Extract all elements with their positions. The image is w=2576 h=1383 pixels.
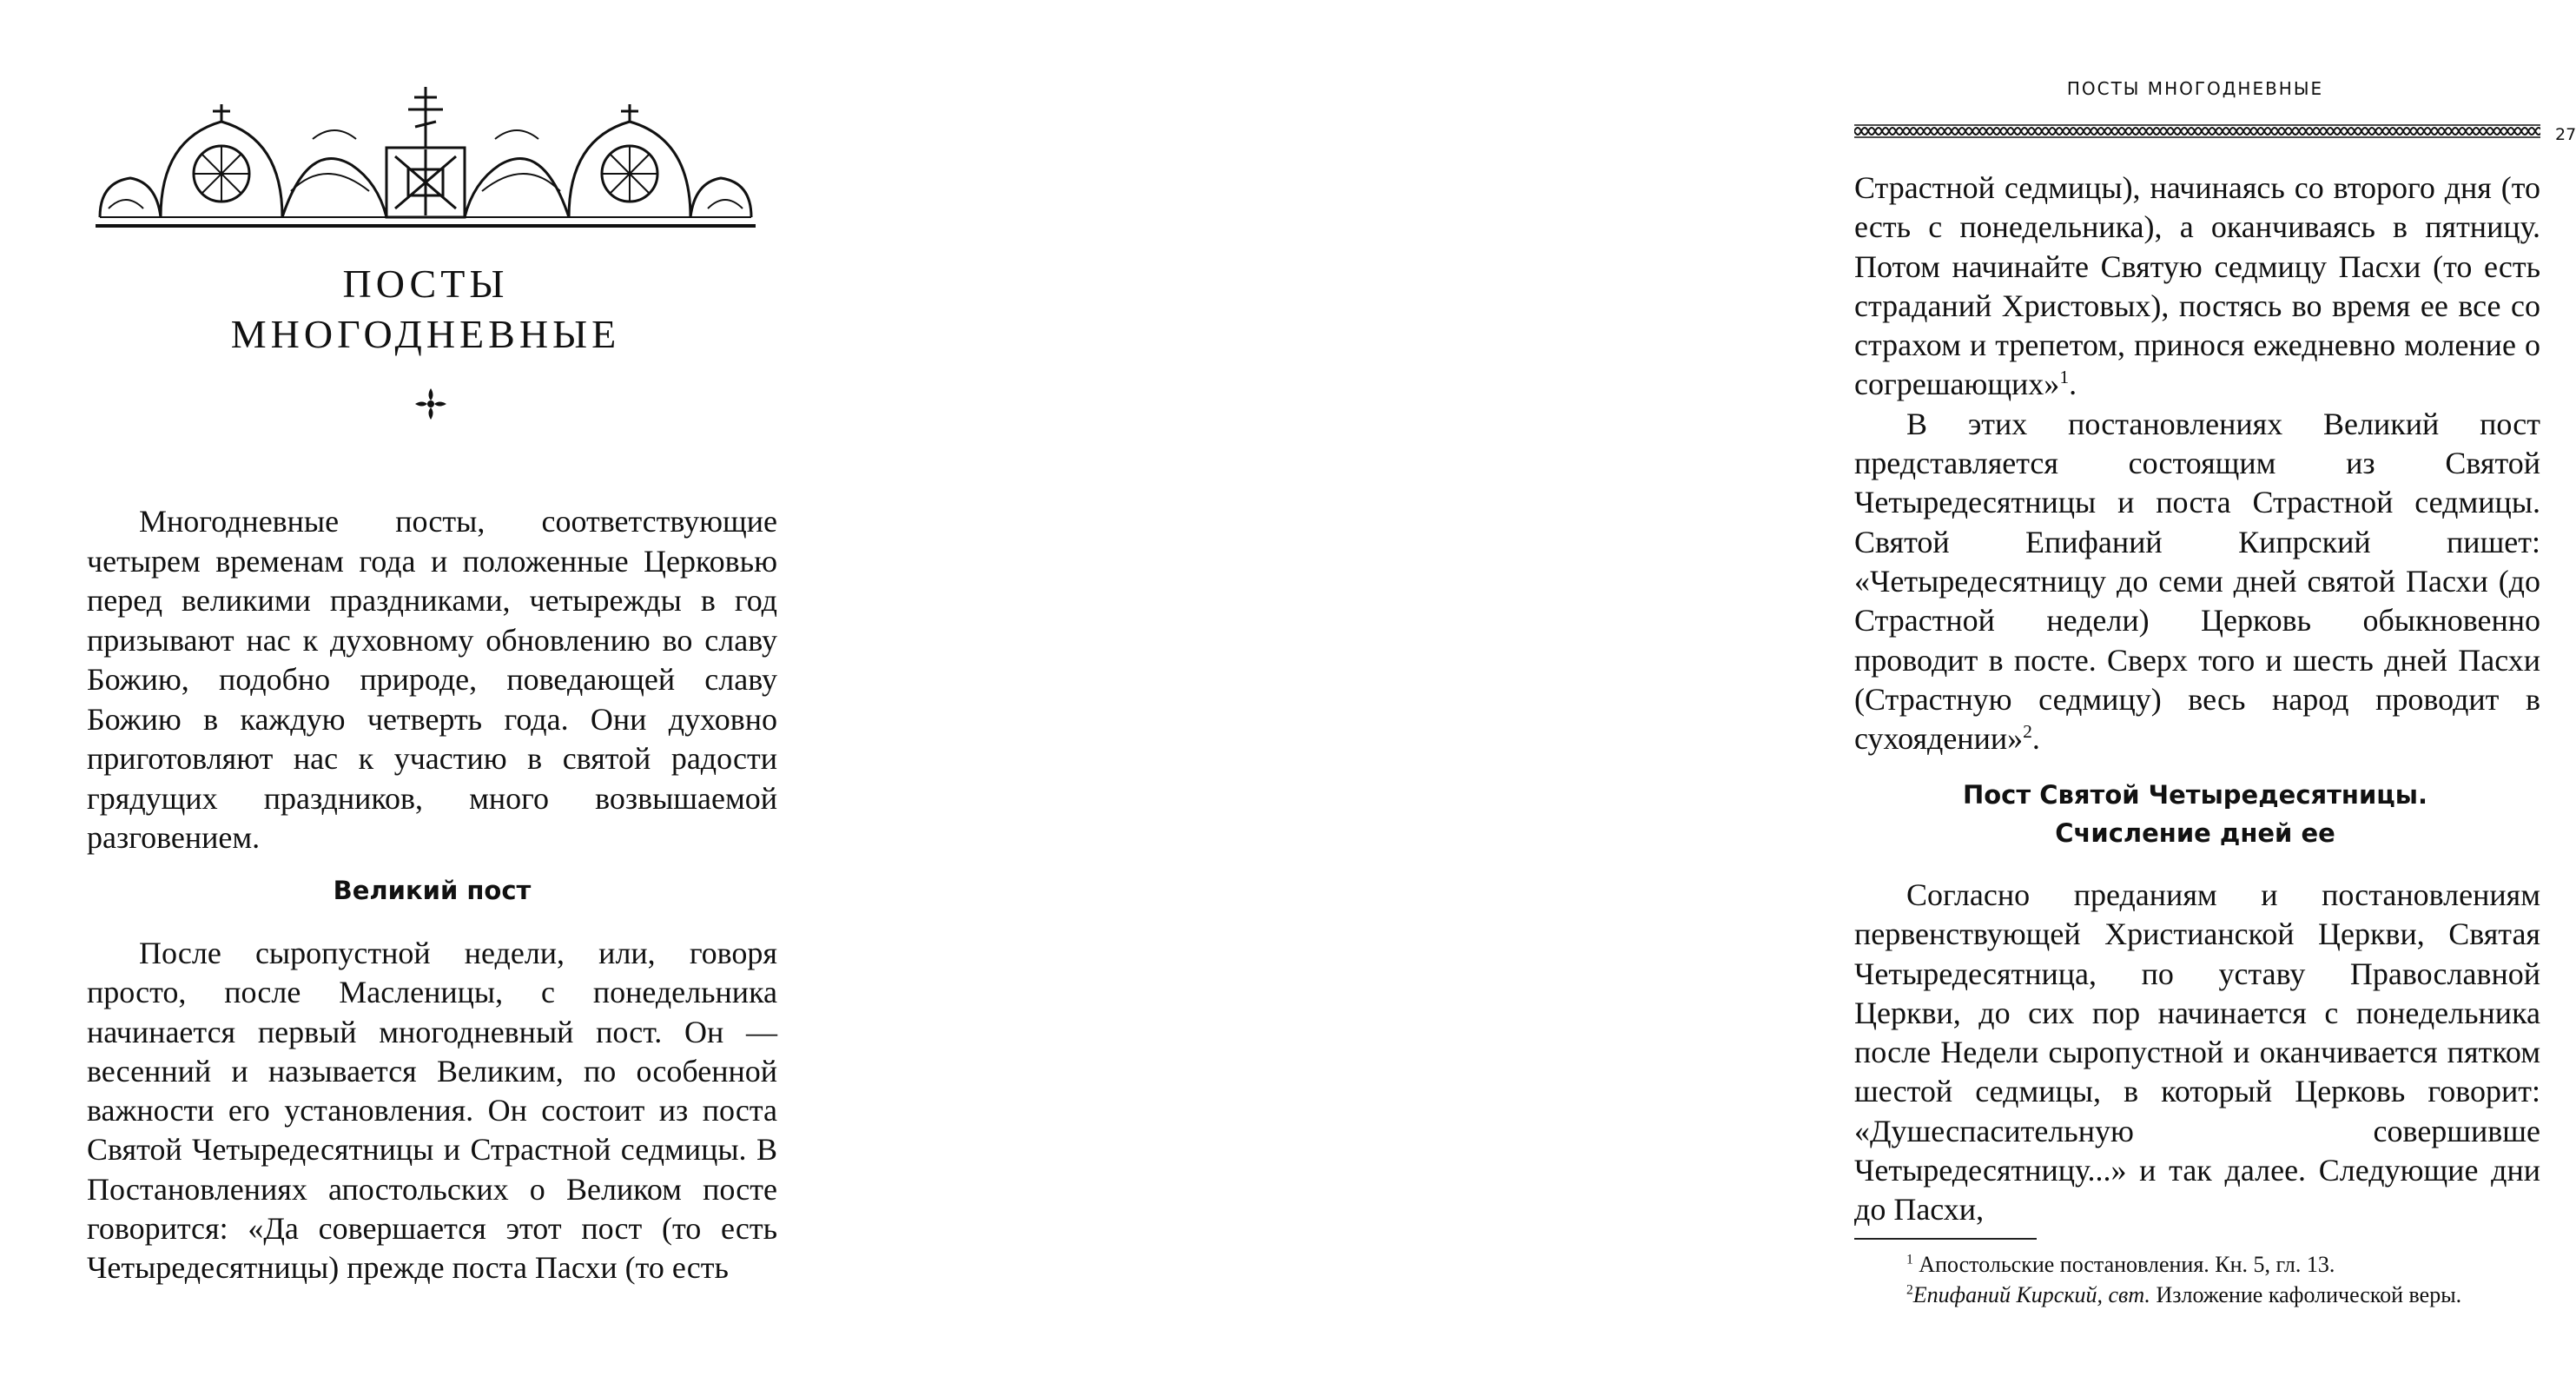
footnotes bbox=[1854, 1249, 2540, 1310]
forty-days-paragraph: Согласно преданиям и постановлениям первенствующей Христианской Церкви, Святая Четыредесятница, по уставу Православной Церкви, до сих пор начинается с понедельника после Недели сыропустной и оканчивается пятком шестой седмицы, в который Церковь говорит: «Душеспасительную совершивше Четыредесятницу...» и так далее. Следующие дни до Пасхи, bbox=[1854, 877, 2540, 1227]
paragraph-2-tail: . bbox=[2031, 721, 2040, 757]
continued-paragraph bbox=[1854, 169, 2540, 405]
ornamental-rule bbox=[1854, 124, 2540, 138]
section-heading-forty-days bbox=[1850, 776, 2540, 852]
ornamental-headpiece bbox=[91, 87, 760, 235]
footnote-2 bbox=[1854, 1280, 2540, 1310]
intro-paragraph-block bbox=[87, 502, 777, 858]
footnote-2-author: Епифаний Кирский, свт. bbox=[1912, 1282, 2150, 1307]
section-heading-great-lent: Великий пост bbox=[333, 876, 532, 905]
footnote-2-text: Изложение кафолической веры. bbox=[2150, 1282, 2462, 1307]
paragraph-2-text: В этих постановлениях Великий пост представляется состоящим из Святой Четыредесятницы и поста Страстной седмицы. Святой Епифаний Кипрский пишет: «Четыредесятницу до семи дней святой Пасхи (до Страстной недели) Церковь обыкновенно проводит в посте. Сверх того и шесть дней Пасхи (Страстную седмицу) весь народ проводит в сухоядении» bbox=[1854, 406, 2540, 757]
footnote-1-mark: 1 bbox=[1906, 1252, 1913, 1267]
continued-text-block bbox=[1854, 169, 2540, 758]
footnote-1 bbox=[1854, 1249, 2540, 1280]
paragraph-2 bbox=[1854, 405, 2540, 759]
left-page bbox=[0, 0, 869, 1383]
section-heading-line1: Пост Святой Четыредесятницы. bbox=[1962, 780, 2428, 810]
page-number: 27 bbox=[2555, 125, 2576, 144]
chapter-title-line2: МНОГОДНЕВНЫЕ bbox=[230, 312, 621, 356]
chapter-title bbox=[87, 259, 764, 360]
intro-paragraph: Многодневные посты, соответствующие четырем временам года и положенные Церковью перед великими праздниками, четырежды в год призывают нас к духовному обновлению во славу Божию, подобно природе, поведающей славу Божию в каждую четверть года. Они духовно приготовляют нас к участию в святой радости грядущих праздников, много возвышаемой разговением. bbox=[87, 504, 777, 855]
forty-days-paragraph-block bbox=[1854, 876, 2540, 1230]
right-page bbox=[869, 0, 2576, 1383]
footnote-rule bbox=[1854, 1238, 2037, 1240]
footnote-1-text: Апостольские постановления. Кн. 5, гл. 13. bbox=[1912, 1252, 2335, 1277]
great-lent-paragraph-block bbox=[87, 934, 777, 1288]
continued-paragraph-tail: . bbox=[2069, 367, 2077, 402]
continued-paragraph-text: Страстной седмицы), начинаясь со второго дня (то есть с понедельника), а оканчиваясь в пятницу. Потом начинайте Святую седмицу Пасхи (то есть страданий Христовых), постясь во время ее все со страхом и трепетом, принося ежедневно моление о согрешающих» bbox=[1854, 170, 2540, 402]
great-lent-paragraph: После сыропустной недели, или, говоря просто, после Масленицы, с понедельника начинается первый многодневный пост. Он — весенний и называется Великим, по особенной важности его установления. Он состоит из поста Святой Четыредесятницы и Страстной седмицы. В Постановлениях апостольских о Великом посте говорится: «Да совершается этот пост (то есть Четыредесятницы) прежде поста Пасхи (то есть bbox=[87, 936, 777, 1286]
running-head: ПОСТЫ МНОГОДНЕВНЫЕ bbox=[2066, 78, 2324, 99]
footnote-ref-1: 1 bbox=[2059, 367, 2070, 388]
footnote-2-mark: 2 bbox=[1906, 1282, 1913, 1298]
section-heading-line2: Счисление дней ее bbox=[2055, 818, 2335, 848]
fleuron-icon bbox=[413, 387, 448, 421]
chapter-title-line1: ПОСТЫ bbox=[342, 261, 509, 306]
footnote-ref-2: 2 bbox=[2023, 721, 2032, 743]
